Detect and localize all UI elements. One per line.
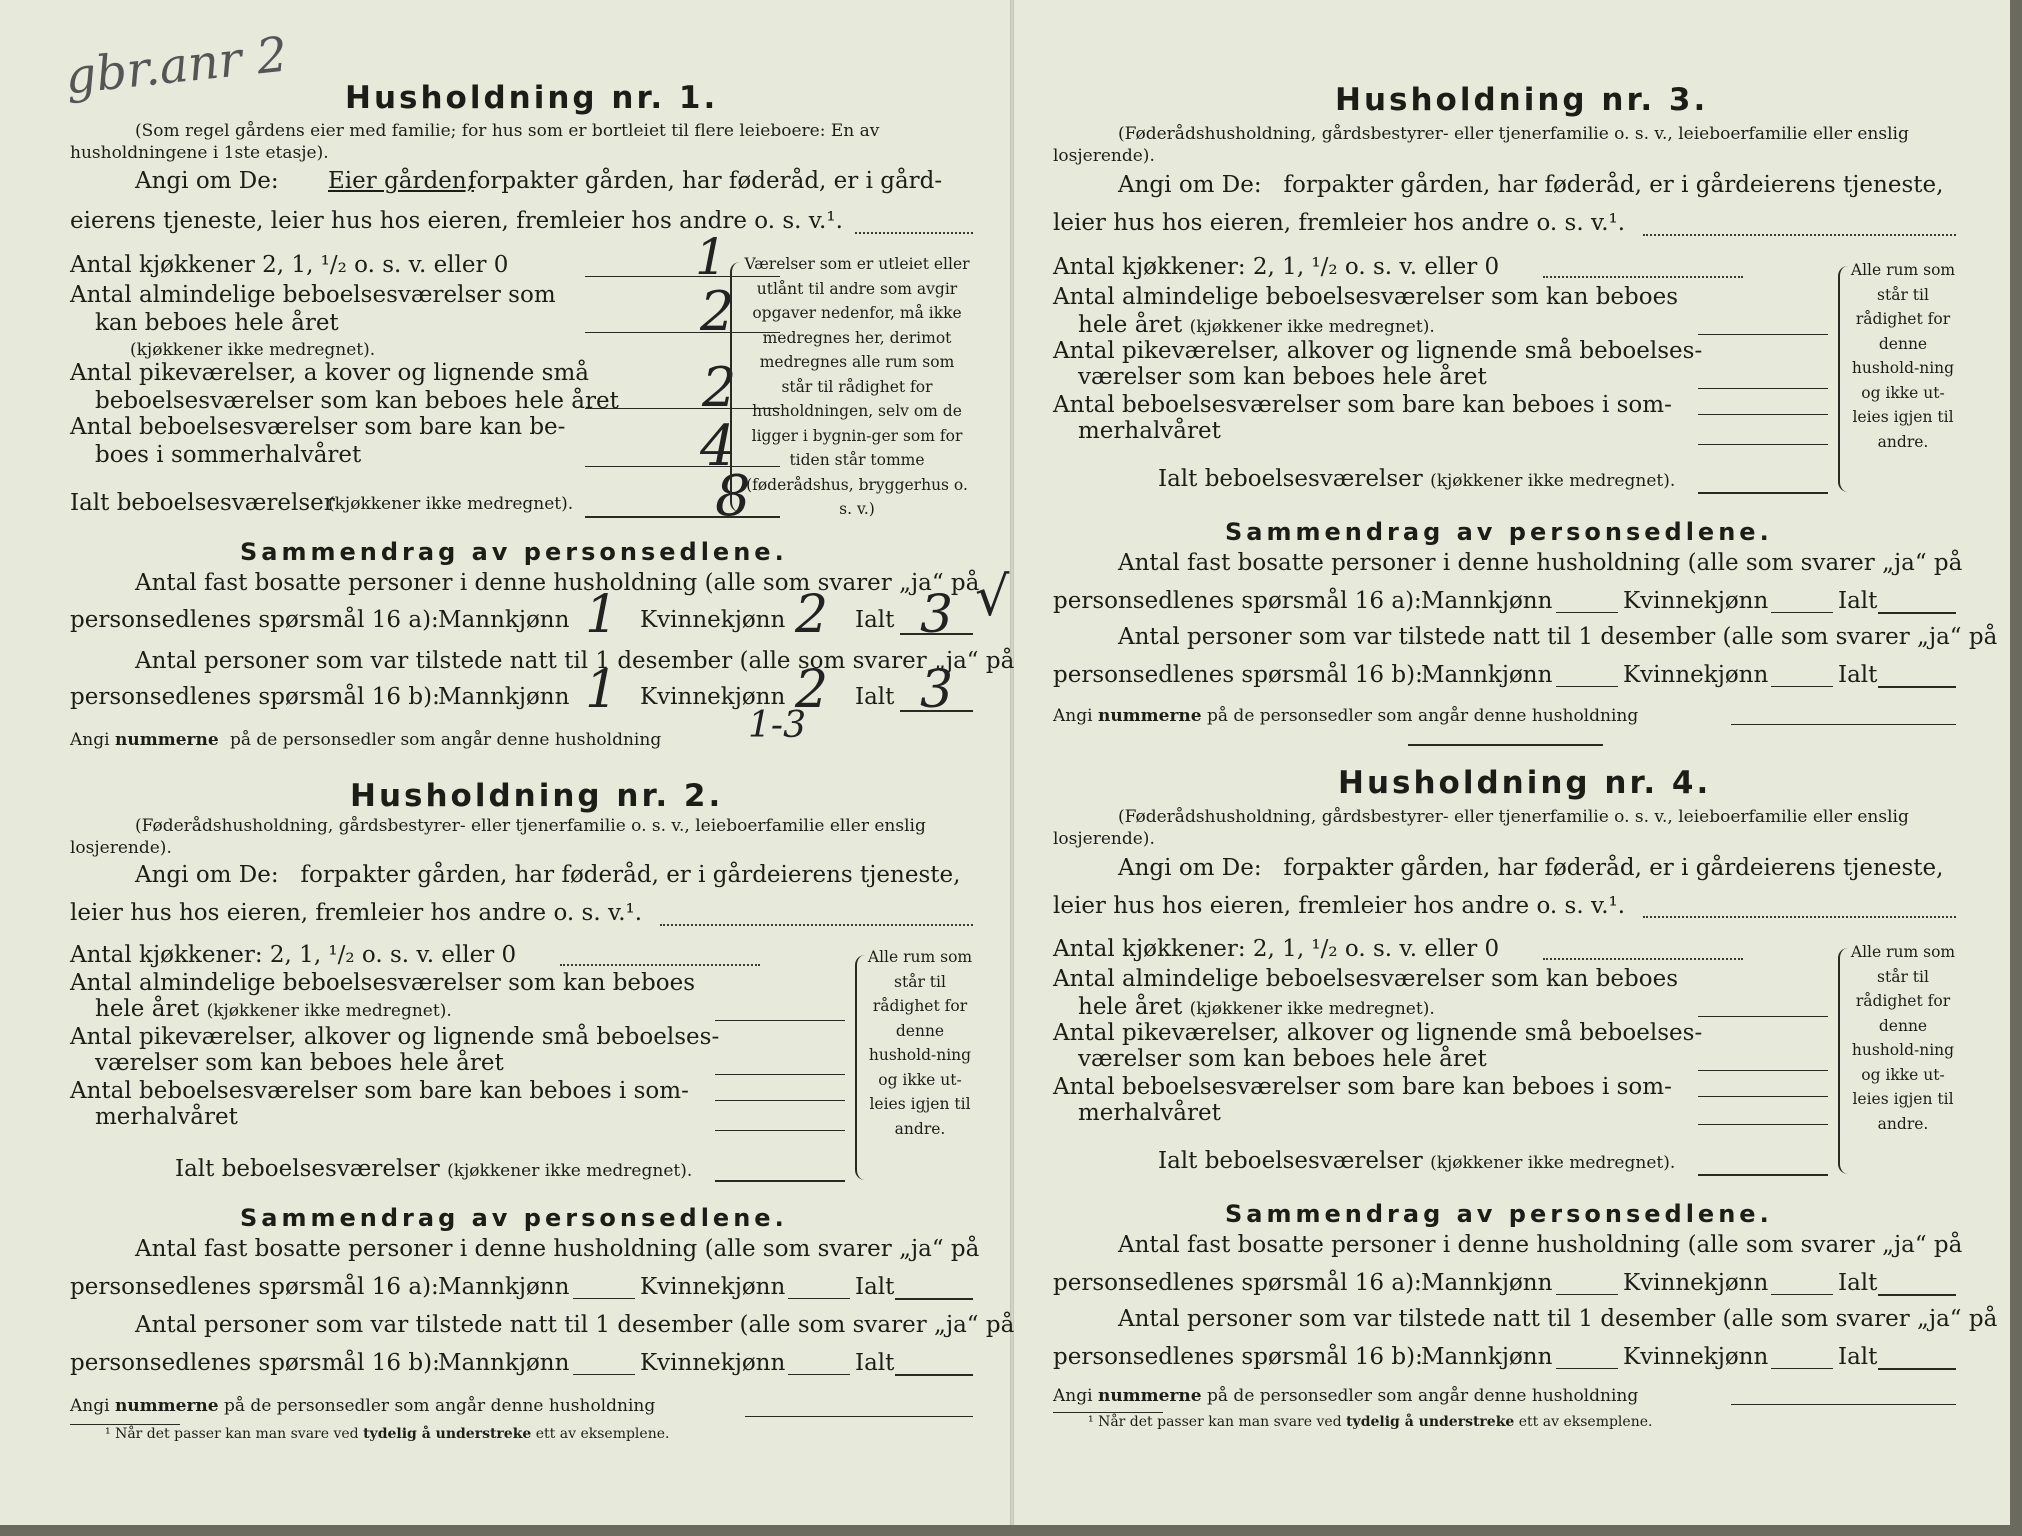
h1-val-sommer: 4 [700, 414, 736, 479]
h1-total-label: Ialt beboelsesværelser [70, 490, 335, 516]
h1-nummerne-bold: nummerne [115, 730, 219, 750]
h2-alm-b: hele året (kjøkkener ikke medregnet). [95, 996, 452, 1022]
h1-til-mann: 1 [585, 660, 619, 720]
h4-til-a: Antal personer som var tilstede natt til 1 desember (alle som svarer „ja“ på [1118, 1306, 1998, 1332]
h2-til-ialt-label: Ialt [855, 1350, 895, 1376]
h2-intro-b: leier hus hos eieren, fremleier hos andre o. s. v.¹. [70, 900, 643, 926]
h1-fast-ialt: 3 [920, 585, 954, 645]
margin-note: gbr.anr 2 [62, 26, 290, 106]
h2-alm-a: Antal almindelige beboelsesværelser som kan beboes [70, 970, 696, 996]
h2-kitchen-label: Antal kjøkkener: 2, 1, ¹/₂ o. s. v. eller 0 [70, 942, 517, 968]
h1-til-ialt-label: Ialt [855, 684, 895, 710]
h4-brace-note: Alle rum som står til rådighet for denne hushold-ning og ikke ut-leies igjen til andre. [1850, 943, 1956, 1133]
h2-til-kvinne-label: Kvinnekjønn [640, 1350, 786, 1376]
h1-fast-b: personsedlenes spørsmål 16 a): [70, 607, 439, 633]
h3-total-label: Ialt beboelsesværelser (kjøkkener ikke medregnet). [1158, 466, 1676, 492]
h3-subtitle: (Føderådshusholdning, gårdsbestyrer- eller tjenerfamilie o. s. v., leieboerfamilie eller enslig losjerende). [1053, 124, 1909, 166]
h4-fast-kvinne-label: Kvinnekjønn [1623, 1270, 1769, 1296]
h1-til-kvinne: 2 [795, 660, 829, 720]
h1-til-a: Antal personer som var tilstede natt til 1 desember (alle som svarer „ja“ på [135, 648, 1015, 674]
h4-til-ialt-label: Ialt [1838, 1344, 1878, 1370]
h1-val-kitchen: 1 [695, 228, 727, 286]
h3-intro-a: Angi om De: forpakter gården, har føderåd, er i gårdeierens tjeneste, [1118, 172, 1944, 198]
h3-title: Husholdning nr. 3. [1335, 82, 1709, 118]
h3-pike-a: Antal pikeværelser, alkover og lignende små beboelses- [1053, 338, 1703, 364]
h1-alm-note: (kjøkkener ikke medregnet). [130, 340, 376, 360]
h2-til-b: personsedlenes spørsmål 16 b): [70, 1350, 440, 1376]
h3-fast-b: personsedlenes spørsmål 16 a): [1053, 588, 1422, 614]
h1-til-kvinne-label: Kvinnekjønn [640, 684, 786, 710]
h1-pike-b: beboelsesværelser som kan beboes hele året [95, 388, 619, 414]
h4-subtitle: (Føderådshusholdning, gårdsbestyrer- eller tjenerfamilie o. s. v., leieboerfamilie eller enslig losjerende). [1053, 807, 1909, 849]
h1-fast-ialt-label: Ialt [855, 607, 895, 633]
h1-til-ialt: 3 [920, 660, 954, 720]
h2-sommer-a: Antal beboelsesværelser som bare kan beboes i som- [70, 1078, 689, 1104]
h3-fast-a: Antal fast bosatte personer i denne husholdning (alle som svarer „ja“ på [1118, 550, 1963, 576]
h2-pike-b: værelser som kan beboes hele året [95, 1050, 504, 1076]
h4-kitchen-label: Antal kjøkkener: 2, 1, ¹/₂ o. s. v. eller 0 [1053, 936, 1500, 962]
h3-brace-note: Alle rum som står til rådighet for denne hushold-ning og ikke ut-leies igjen til andre. [1850, 261, 1956, 451]
h1-fast-mann-label: Mannkjønn [438, 607, 570, 633]
h4-sommer-b: merhalvåret [1078, 1100, 1221, 1126]
h1-check: √ [975, 565, 1010, 628]
h2-footnote: ¹ Når det passer kan man svare ved tydelig å understreke ett av eksemplene. [105, 1426, 670, 1442]
h4-pike-a: Antal pikeværelser, alkover og lignende små beboelses- [1053, 1020, 1703, 1046]
h1-intro-rest: forpakter gården, har føderåd, er i gård- [468, 168, 943, 194]
h1-alm-a: Antal almindelige beboelsesværelser som [70, 282, 556, 308]
h1-title: Husholdning nr. 1. [345, 80, 719, 116]
h2-intro-a: Angi om De: forpakter gården, har føderåd, er i gårdeierens tjeneste, [135, 862, 961, 888]
h4-summary-title: Sammendrag av personsedlene. [1225, 1200, 1773, 1228]
page-fold [1010, 0, 1014, 1525]
h3-kitchen-label: Antal kjøkkener: 2, 1, ¹/₂ o. s. v. eller 0 [1053, 254, 1500, 280]
h2-pike-a: Antal pikeværelser, alkover og lignende små beboelses- [70, 1024, 720, 1050]
h3-til-mann-label: Mannkjønn [1421, 662, 1553, 688]
h2-til-a: Antal personer som var tilstede natt til 1 desember (alle som svarer „ja“ på [135, 1312, 1015, 1338]
h1-intro-eier: Eier gården, [328, 168, 474, 194]
h3-til-a: Antal personer som var tilstede natt til 1 desember (alle som svarer „ja“ på [1118, 624, 1998, 650]
h1-intro-line2: eierens tjeneste, leier hus hos eieren, fremleier hos andre o. s. v.¹. [70, 208, 843, 234]
h4-til-mann-label: Mannkjønn [1421, 1344, 1553, 1370]
h2-title: Husholdning nr. 2. [350, 778, 724, 814]
h4-til-b: personsedlenes spørsmål 16 b): [1053, 1344, 1423, 1370]
h1-summary-title: Sammendrag av personsedlene. [240, 538, 788, 566]
h3-pike-b: værelser som kan beboes hele året [1078, 364, 1487, 390]
h3-alm-a: Antal almindelige beboelsesværelser som kan beboes [1053, 284, 1679, 310]
h2-fast-mann-label: Mannkjønn [438, 1274, 570, 1300]
h2-total-label: Ialt beboelsesværelser (kjøkkener ikke medregnet). [175, 1156, 693, 1182]
h1-val-pike: 2 [702, 356, 737, 419]
h1-val-alm: 2 [700, 280, 735, 343]
h3-alm-b: hele året (kjøkkener ikke medregnet). [1078, 312, 1435, 338]
h1-sommer-b: boes i sommerhalvåret [95, 442, 362, 468]
h3-sommer-b: merhalvåret [1078, 418, 1221, 444]
h1-fast-a: Antal fast bosatte personer i denne husholdning (alle som svarer „ja“ på [135, 570, 980, 596]
h3-intro-b: leier hus hos eieren, fremleier hos andre o. s. v.¹. [1053, 210, 1626, 236]
h1-fast-mann: 1 [585, 585, 619, 645]
h3-nummerne: Angi nummerne på de personsedler som angår denne husholdning [1053, 706, 1639, 726]
h1-pike-a: Antal pikeværelser, a kover og lignende små [70, 360, 589, 386]
h4-nummerne: Angi nummerne på de personsedler som angår denne husholdning [1053, 1386, 1639, 1406]
h3-fast-mann-label: Mannkjønn [1421, 588, 1553, 614]
h4-total-label: Ialt beboelsesværelser (kjøkkener ikke medregnet). [1158, 1148, 1676, 1174]
h2-fast-ialt-label: Ialt [855, 1274, 895, 1300]
h2-brace-note: Alle rum som står til rådighet for denne hushold-ning og ikke ut-leies igjen til andre. [867, 948, 973, 1138]
h1-fast-kvinne: 2 [795, 585, 829, 645]
h4-intro-b: leier hus hos eieren, fremleier hos andre o. s. v.¹. [1053, 893, 1626, 919]
h3-summary-title: Sammendrag av personsedlene. [1225, 518, 1773, 546]
h2-fast-kvinne-label: Kvinnekjønn [640, 1274, 786, 1300]
h4-footnote: ¹ Når det passer kan man svare ved tydelig å understreke ett av eksemplene. [1088, 1414, 1653, 1430]
h3-fast-kvinne-label: Kvinnekjønn [1623, 588, 1769, 614]
h1-nummerne-angi: Angi [70, 730, 110, 750]
h4-fast-mann-label: Mannkjønn [1421, 1270, 1553, 1296]
h2-summary-title: Sammendrag av personsedlene. [240, 1204, 788, 1232]
h4-pike-b: værelser som kan beboes hele året [1078, 1046, 1487, 1072]
h3-til-kvinne-label: Kvinnekjønn [1623, 662, 1769, 688]
h1-intro-angi: Angi om De: [135, 168, 279, 194]
h1-subtitle: (Som regel gårdens eier med familie; for hus som er bortleiet til flere leieboere: En av husholdningene i 1ste etasje). [70, 121, 880, 163]
h2-subtitle: (Føderådshusholdning, gårdsbestyrer- eller tjenerfamilie o. s. v., leieboerfamilie eller enslig losjerende). [70, 816, 926, 858]
h1-fast-kvinne-label: Kvinnekjønn [640, 607, 786, 633]
h1-nummerne-val: 1-3 [748, 705, 806, 746]
h1-alm-b: kan beboes hele året [95, 310, 339, 336]
h4-sommer-a: Antal beboelsesværelser som bare kan beboes i som- [1053, 1074, 1672, 1100]
h2-nummerne: Angi nummerne på de personsedler som angår denne husholdning [70, 1396, 656, 1416]
h1-nummerne-rest: på de personsedler som angår denne husholdning [230, 730, 662, 750]
h1-total-note: (kjøkkener ikke medregnet). [328, 494, 574, 514]
h3-fast-ialt-label: Ialt [1838, 588, 1878, 614]
h4-intro-a: Angi om De: forpakter gården, har føderåd, er i gårdeierens tjeneste, [1118, 855, 1944, 881]
h2-til-mann-label: Mannkjønn [438, 1350, 570, 1376]
h4-title: Husholdning nr. 4. [1338, 765, 1712, 801]
h2-fast-a: Antal fast bosatte personer i denne husholdning (alle som svarer „ja“ på [135, 1236, 980, 1262]
h1-til-b: personsedlenes spørsmål 16 b): [70, 684, 440, 710]
h4-fast-ialt-label: Ialt [1838, 1270, 1878, 1296]
h1-sommer-a: Antal beboelsesværelser som bare kan be- [70, 414, 566, 440]
h2-fast-b: personsedlenes spørsmål 16 a): [70, 1274, 439, 1300]
h3-til-ialt-label: Ialt [1838, 662, 1878, 688]
h1-til-mann-label: Mannkjønn [438, 684, 570, 710]
h3-til-b: personsedlenes spørsmål 16 b): [1053, 662, 1423, 688]
h4-fast-a: Antal fast bosatte personer i denne husholdning (alle som svarer „ja“ på [1118, 1232, 1963, 1258]
h1-kitchen-label: Antal kjøkkener 2, 1, ¹/₂ o. s. v. eller 0 [70, 252, 509, 278]
h1-brace-note: Værelser som er utleiet eller utlånt til andre som avgir opgaver nedenfor, må ikke medregnes her, derimot medregnes alle rum som står til rådighet for husholdningen, selv om de ligger i bygnin-ger som for tiden står tomme (føderådshus, bryggerhus o. s. v.) [744, 255, 970, 518]
h4-fast-b: personsedlenes spørsmål 16 a): [1053, 1270, 1422, 1296]
h4-alm-b: hele året (kjøkkener ikke medregnet). [1078, 994, 1435, 1020]
h3-sommer-a: Antal beboelsesværelser som bare kan beboes i som- [1053, 392, 1672, 418]
h1-val-total: 8 [715, 464, 751, 529]
h4-til-kvinne-label: Kvinnekjønn [1623, 1344, 1769, 1370]
h2-sommer-b: merhalvåret [95, 1104, 238, 1130]
h4-alm-a: Antal almindelige beboelsesværelser som kan beboes [1053, 966, 1679, 992]
